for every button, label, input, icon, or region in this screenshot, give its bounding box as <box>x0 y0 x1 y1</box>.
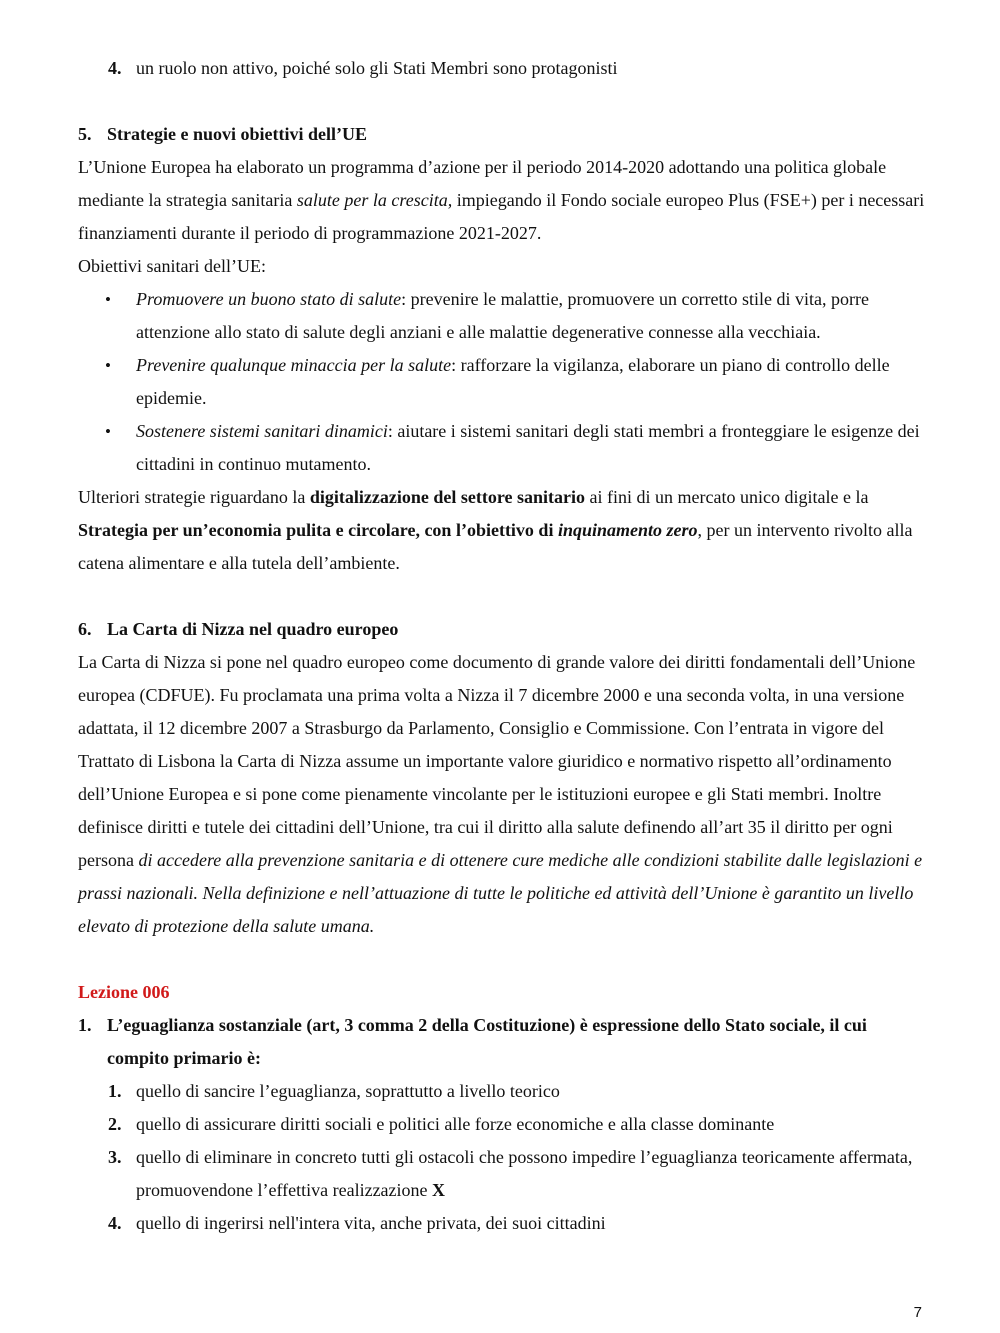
section-number: 5. <box>78 124 92 144</box>
section-title: Strategie e nuovi obiettivi dell’UE <box>107 124 367 144</box>
section-6-heading <box>78 613 928 646</box>
item-text: quello di eliminare in concreto tutti gli ostacoli che possono impedire l’eguaglianza teoricamente affermata, promuovendone l’effettiva realizzazione <box>136 1147 913 1200</box>
answer-item-1 <box>78 1075 928 1108</box>
item-number: 1. <box>108 1081 122 1101</box>
answer-item-3 <box>78 1141 928 1207</box>
page-content <box>78 52 928 1240</box>
objective-bullet: • Sostenere sistemi sanitari dinamici: aiutare i sistemi sanitari degli stati membri a fronteggiare le esigenze dei cittadini in continuo mutamento. <box>78 415 928 481</box>
item-text: un ruolo non attivo, poiché solo gli Stati Membri sono protagonisti <box>136 58 618 78</box>
item-number: 3. <box>108 1147 122 1167</box>
item-number: 2. <box>108 1114 122 1134</box>
objective-bullet: • Promuovere un buono stato di salute: prevenire le malattie, promuovere un corretto stile di vita, porre attenzione allo stato di salute degli anziani e alle malattie degenerative connesse alla vecchiaia. <box>78 283 928 349</box>
lesson-title: Lezione 006 <box>78 982 170 1002</box>
bullet-icon: • <box>105 356 111 375</box>
section-5-heading <box>78 118 928 151</box>
item-text: quello di ingerirsi nell'intera vita, anche privata, dei suoi cittadini <box>136 1213 606 1233</box>
section-number: 6. <box>78 619 92 639</box>
section-5-paragraph-1: L’Unione Europea ha elaborato un programma d’azione per il periodo 2014-2020 adottando una politica globale mediante la strategia sanitaria salute per la crescita, impiegando il Fondo sociale europeo Plus (FSE+) per i necessari finanziamenti durante il periodo di programmazione 2021-2027. <box>78 157 925 243</box>
objectives-intro: Obiettivi sanitari dell’UE: <box>78 256 266 276</box>
section-6-paragraph: La Carta di Nizza si pone nel quadro europeo come documento di grande valore dei diritti fondamentali dell’Unione europea (CDFUE). Fu proclamata una prima volta a Nizza il 7 dicembre 2000 e una seconda volta, in una versione adattata, il 12 dicembre 2007 a Strasburgo da Parlamento, Consiglio e Commissione. Con l’entrata in vigore del Trattato di Lisbona la Carta di Nizza assume un importante valore giuridico e normativo rispetto all’ordinamento dell’Unione Europea e si pone come pienamente vincolante per le istituzioni europee e gli Stati membri. Inoltre definisce diritti e tutele dei cittadini dell’Unione, tra cui il diritto alla salute definendo all’art 35 il diritto per ogni persona di accedere alla prevenzione sanitaria e di ottenere cure mediche alle condizioni stabilite dalle legislazioni e prassi nazionali. Nella definizione e nell’attuazione di tutte le politiche ed attività dell’Unione è garantito un livello elevato di protezione della salute umana. <box>78 652 923 936</box>
item-number: 4. <box>108 58 122 78</box>
question-number: 1. <box>78 1015 92 1035</box>
correct-answer-mark: X <box>432 1180 446 1200</box>
section-title: La Carta di Nizza nel quadro europeo <box>107 619 399 639</box>
bullet-icon: • <box>105 290 111 309</box>
item-number: 4. <box>108 1213 122 1233</box>
item-text: quello di assicurare diritti sociali e politici alle forze economiche e alla classe dominante <box>136 1114 775 1134</box>
item-text: quello di sancire l’eguaglianza, soprattutto a livello teorico <box>136 1081 560 1101</box>
answer-item-4 <box>78 1207 928 1240</box>
objective-bullet: • Prevenire qualunque minaccia per la salute: rafforzare la vigilanza, elaborare un piano di controllo delle epidemie. <box>78 349 928 415</box>
answer-item-4 <box>78 52 928 85</box>
section-5-paragraph-2: Ulteriori strategie riguardano la digitalizzazione del settore sanitario ai fini di un mercato unico digitale e la Strategia per un’economia pulita e circolare, con l’obiettivo di inquinamento zero, per un intervento rivolto alla catena alimentare e alla tutela dell’ambiente. <box>78 487 913 573</box>
question-text: L’eguaglianza sostanziale (art, 3 comma 2 della Costituzione) è espressione dello Stato sociale, il cui compito primario è: <box>107 1015 867 1068</box>
answer-item-2 <box>78 1108 928 1141</box>
page-number: 7 <box>913 1304 922 1321</box>
lesson-question <box>78 1009 928 1075</box>
bullet-icon: • <box>105 422 111 441</box>
